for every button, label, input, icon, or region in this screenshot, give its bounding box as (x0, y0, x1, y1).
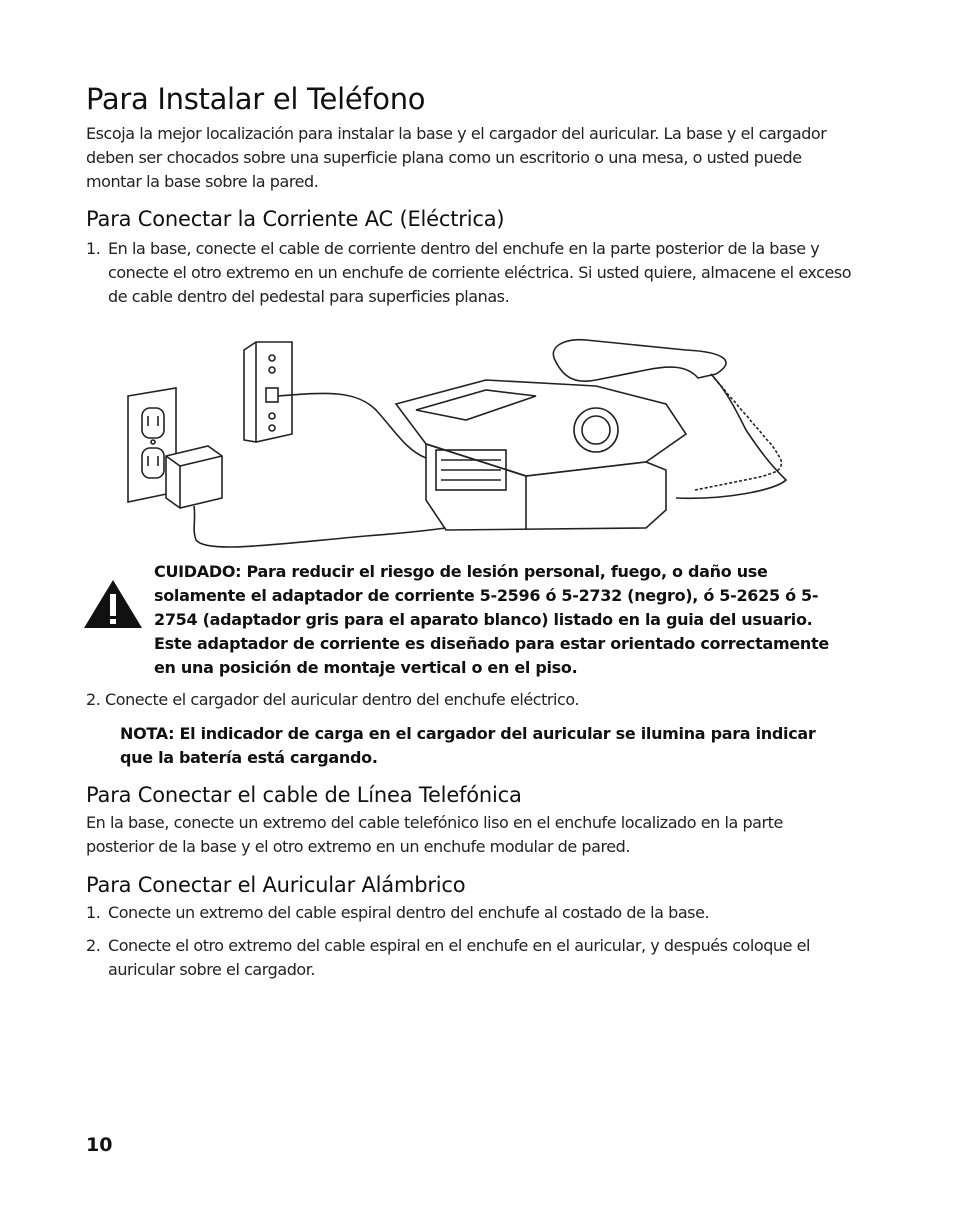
ac-step-1-number: 1. (86, 239, 101, 258)
note-charging: NOTA: El indicador de carga en el cargador del auricular se ilumina para indicar que la batería está cargando. (120, 724, 816, 767)
step-2-text: 2. Conecte el cargador del auricular dentro del enchufe eléctrico. (86, 690, 580, 709)
intro-paragraph: Escoja la mejor localización para instalar la base y el cargador del auricular. La base y el cargador deben ser chocados sobre una superficie plana como un escritorio o una mesa, o usted puede montar la base sobre la pared. (86, 124, 827, 191)
ac-step-1 (86, 237, 866, 309)
handset-section-heading: Para Conectar el Auricular Alámbrico (86, 873, 466, 897)
handset-step-2-number: 2. (86, 936, 101, 955)
warning-icon (82, 578, 144, 630)
handset-step-1-number: 1. (86, 903, 101, 922)
line-section-heading: Para Conectar el cable de Línea Telefónica (86, 783, 522, 807)
ac-section-heading: Para Conectar la Corriente AC (Eléctrica) (86, 207, 505, 231)
phone-base-drawing (396, 380, 686, 530)
handset-step-1 (86, 901, 866, 925)
installation-illustration (126, 330, 826, 560)
line-section-text: En la base, conecte un extremo del cable telefónico liso en el enchufe localizado en la parte posterior de la base y el otro extremo en un enchufe modular de pared. (86, 813, 783, 856)
caution-notice: CUIDADO: Para reducir el riesgo de lesión personal, fuego, o daño use solamente el adaptador de corriente 5-2596 ó 5-2732 (negro), ó 5-2625 ó 5-2754 (adaptador gris para el aparato blanco) listado en la guia del usuario. Este adaptador de corriente es diseñado para estar orientado correctamente en una posición de montaje vertical o en el piso. (154, 562, 829, 677)
ac-step-1-text: En la base, conecte el cable de corriente dentro del enchufe en la parte posterior de la base y conecte el otro extremo en un enchufe de corriente eléctrica. Si usted quiere, almacene el exceso de cable dentro del pedestal para superficies planas. (108, 239, 852, 306)
coil-cord-drawing (695, 374, 781, 490)
handset-step-2 (86, 934, 866, 982)
handset-step-2-text: Conecte el otro extremo del cable espiral en el enchufe en el auricular, y después coloque el auricular sobre el cargador. (108, 936, 811, 979)
handset-step-1-text: Conecte un extremo del cable espiral dentro del enchufe al costado de la base. (108, 903, 710, 922)
step-2 (86, 688, 866, 712)
page-number: 10 (86, 1134, 113, 1156)
page-title: Para Instalar el Teléfono (86, 82, 426, 116)
